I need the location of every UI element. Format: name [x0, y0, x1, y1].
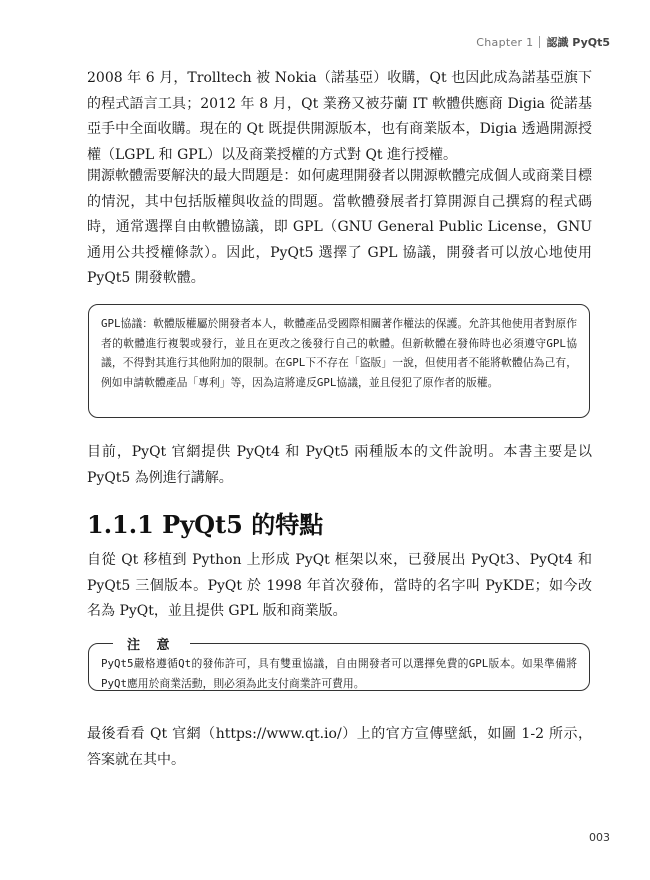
chapter-label: Chapter 1: [476, 35, 534, 49]
header-divider: [539, 36, 540, 48]
gpl-info-text: GPL協議：軟體版權屬於開發者本人，軟體產品受國際相關著作權法的保護。允許其他使用者對原作者的軟體進行複製或發行，並且在更改之後發行自己的軟體。但新軟體在發佈時也必須遵守GPL協議，不得對其進行其他附加的限制。在GPL下不存在「盜版」一說，但使用者不能將軟體佔為己有，例如申請軟體產品「專利」等，因為這將違反GPL協議，並且侵犯了原作者的版權。: [101, 317, 577, 389]
note-label: 注 意: [113, 634, 190, 653]
paragraph-open-source: 開源軟體需要解決的最大問題是：如何處理開發者以開源軟體完成個人或商業目標的情況，其中包括版權與收益的問題。當軟體發展者打算開源自己撰寫的程式碼時，通常選擇自由軟體協議，即 GPL（GNU General Public License，GNU 通用公共授權條款）。因此，PyQt5 選擇了 GPL 協議，開發者可以放心地使用 PyQt5 開發軟體。: [87, 168, 592, 286]
paragraph-history: 2008 年 6 月，Trolltech 被 Nokia（諾基亞）收購，Qt 也因此成為諾基亞旗下的程式語言工具；2012 年 8 月，Qt 業務又被芬蘭 IT 軟體供應商 Digia 從諾基亞手中全面收購。現在的 Qt 既提供開源版本，也有商業版本，Digia 透過開源授權（LGPL 和 GPL）以及商業授權的方式對 Qt 進行授權。: [87, 70, 592, 163]
note-box: [88, 638, 590, 691]
paragraph-docs: 目前，PyQt 官網提供 PyQt4 和 PyQt5 兩種版本的文件說明。本書主要是以 PyQt5 為例進行講解。: [87, 444, 592, 486]
paragraph-wallpaper: 最後看看 Qt 官網（https://www.qt.io/）上的官方宣傳壁紙，如圖 1-2 所示，答案就在其中。: [87, 726, 592, 768]
note-text: PyQt5嚴格遵循Qt的發佈許可，具有雙重協議，自由開發者可以選擇免費的GPL版本。如果準備將PyQt應用於商業活動，則必須為此支付商業許可費用。: [101, 657, 577, 690]
gpl-info-box: [88, 304, 590, 418]
paragraph-versions: 自從 Qt 移植到 Python 上形成 PyQt 框架以來，已發展出 PyQt3、PyQt4 和 PyQt5 三個版本。PyQt 於 1998 年首次發佈，當時的名字叫 PyKDE；如今改名為 PyQt，並且提供 GPL 版和商業版。: [87, 552, 592, 619]
section-heading: 1.1.1 PyQt5 的特點: [87, 510, 324, 539]
page-number: 003: [589, 831, 610, 844]
running-header: [476, 34, 610, 50]
chapter-title: 認識 PyQt5: [546, 36, 610, 49]
